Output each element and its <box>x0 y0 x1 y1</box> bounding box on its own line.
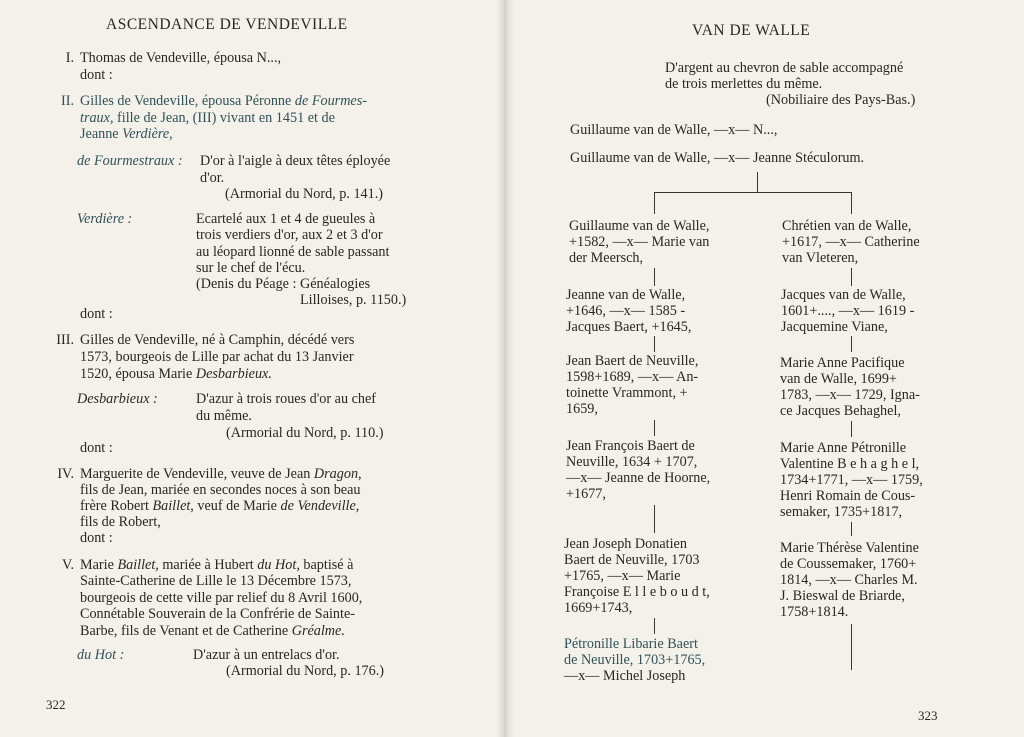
entry-line: Thomas de Vendeville, épousa N..., <box>80 50 282 66</box>
tree-connector <box>757 172 758 192</box>
entry-line: Jeanne Verdière, <box>80 126 173 142</box>
tree-person-line: Jacques Baert, +1645, <box>566 319 692 335</box>
arms-line: du même. <box>196 408 252 424</box>
tree-person-line: ce Jacques Behaghel, <box>780 403 901 419</box>
tree-connector <box>654 192 852 193</box>
arms-line: D'azur à un entrelacs d'or. <box>193 647 340 663</box>
entry-numeral: II. <box>61 93 74 109</box>
arms-line: D'or à l'aigle à deux têtes éployée <box>200 153 391 169</box>
arms-source: Lilloises, p. 1150.) <box>300 292 407 308</box>
entry-numeral: V. <box>62 557 74 573</box>
entry-line: Connétable Souverain de la Confrérie de Sainte- <box>80 606 355 622</box>
tree-connector <box>851 421 852 437</box>
arms-name: du Hot : <box>77 647 125 663</box>
tree-connector <box>654 618 655 634</box>
entry-line: Marie Baillet, mariée à Hubert du Hot, baptisé à <box>80 557 354 573</box>
tree-person-line: Marie Anne Pacifique <box>780 355 905 371</box>
entry-line: traux, fille de Jean, (III) vivant en 1451 et de <box>80 110 335 126</box>
tree-person-line: +1765, —x— Marie <box>564 568 681 584</box>
entry-line: Marguerite de Vendeville, veuve de Jean Dragon, <box>80 466 362 482</box>
tree-connector <box>654 336 655 352</box>
entry-line: Gilles de Vendeville, épousa Péronne de Fourmes- <box>80 93 367 109</box>
entry-line: Sainte-Catherine de Lille le 13 Décembre 1573, <box>80 573 352 589</box>
tree-connector <box>654 192 655 214</box>
tree-person-line: 1598+1689, —x— An- <box>566 369 699 385</box>
page-title: ASCENDANCE DE VENDEVILLE <box>106 16 348 33</box>
tree-connector <box>851 624 852 670</box>
tree-person-line: —x— Michel Joseph <box>564 668 686 684</box>
tree-person-line: Jean Baert de Neuville, <box>566 353 699 369</box>
tree-person-line: Jeanne van de Walle, <box>566 287 686 303</box>
tree-person-line: 1734+1771, —x— 1759, <box>780 472 923 488</box>
entry-line: dont : <box>80 530 113 546</box>
tree-connector <box>654 268 655 286</box>
tree-person-line: Françoise E l l e b o u d t, <box>564 584 710 600</box>
tree-person-line: 1814, —x— Charles M. <box>780 572 918 588</box>
arms-line: au léopard lionné de sable passant <box>196 244 390 260</box>
tree-connector <box>851 336 852 352</box>
blazon-line: D'argent au chevron de sable accompagné <box>665 60 904 76</box>
tree-person-line: Neuville, 1634 + 1707, <box>566 454 698 470</box>
tree-connector <box>851 522 852 536</box>
tree-person-line: +1617, —x— Catherine <box>782 234 920 250</box>
page-title: VAN DE WALLE <box>692 22 811 39</box>
entry-line: 1573, bourgeois de Lille par achat du 13 Janvier <box>80 349 354 365</box>
tree-connector <box>851 268 852 286</box>
tree-person-line: der Meersch, <box>569 250 644 266</box>
tree-person-line: Jacquemine Viane, <box>781 319 888 335</box>
tree-person-line: +1677, <box>566 486 606 502</box>
entry-numeral: IV. <box>57 466 74 482</box>
tree-person-line: 1758+1814. <box>780 604 849 620</box>
tree-person-line: 1783, —x— 1729, Igna- <box>780 387 920 403</box>
tree-person-line: —x— Jeanne de Hoorne, <box>566 470 711 486</box>
arms-name: Verdière : <box>77 211 133 227</box>
arms-line: Ecartelé aux 1 et 4 de gueules à <box>196 211 376 227</box>
entry-line: frère Robert Baillet, veuf de Marie de Vendeville, <box>80 498 360 514</box>
arms-source: (Armorial du Nord, p. 110.) <box>226 425 384 441</box>
tree-person-line: de Coussemaker, 1760+ <box>780 556 917 572</box>
entry-numeral: I. <box>65 50 74 66</box>
entry-line: fils de Robert, <box>80 514 161 530</box>
arms-name: de Fourmestraux : <box>77 153 183 169</box>
blazon-line: de trois merlettes du même. <box>665 76 823 92</box>
tree-person-line: +1646, —x— 1585 - <box>566 303 686 319</box>
tree-connector <box>654 505 655 533</box>
entry-numeral: III. <box>56 332 74 348</box>
tree-person-line: Marie Thérèse Valentine <box>780 540 919 556</box>
tree-person-line: van de Walle, 1699+ <box>780 371 897 387</box>
tree-person-line: 1669+1743, <box>564 600 633 616</box>
tree-person-line: semaker, 1735+1817, <box>780 504 903 520</box>
tree-connector <box>654 420 655 436</box>
tree-person-line: Jean François Baert de <box>566 438 695 454</box>
tree-person-line: Pétronille Libarie Baert <box>564 636 698 652</box>
tree-person-line: Henri Romain de Cous- <box>780 488 916 504</box>
tree-person-line: Chrétien van de Walle, <box>782 218 912 234</box>
arms-line: d'or. <box>200 170 225 186</box>
entry-line: bourgeois de cette ville par relief du 8 Avril 1600, <box>80 590 363 606</box>
tree-person-line: Guillaume van de Walle, <box>569 218 710 234</box>
right-page <box>506 0 1024 737</box>
arms-source: (Armorial du Nord, p. 141.) <box>225 186 384 202</box>
dont-label: dont : <box>80 440 113 456</box>
tree-person-line: Jacques van de Walle, <box>781 287 906 303</box>
entry-line: Gilles de Vendeville, né à Camphin, décédé vers <box>80 332 355 348</box>
generation-2: Guillaume van de Walle, —x— Jeanne Stéculorum. <box>570 150 865 166</box>
arms-line: sur le chef de l'écu. <box>196 260 306 276</box>
arms-line: D'azur à trois roues d'or au chef <box>196 391 377 407</box>
entry-line: 1520, épousa Marie Desbarbieux. <box>80 366 272 382</box>
page-number: 322 <box>46 697 66 712</box>
blazon-source: (Nobiliaire des Pays-Bas.) <box>766 92 916 108</box>
arms-line: trois verdiers d'or, aux 2 et 3 d'or <box>196 227 383 243</box>
dont-label: dont : <box>80 306 113 322</box>
entry-line: fils de Jean, mariée en secondes noces à son beau <box>80 482 361 498</box>
tree-person-line: Jean Joseph Donatien <box>564 536 687 552</box>
entry-line: Barbe, fils de Venant et de Catherine Gréalme. <box>80 623 345 639</box>
tree-person-line: J. Bieswal de Briarde, <box>780 588 905 604</box>
tree-person-line: de Neuville, 1703+1765, <box>564 652 706 668</box>
tree-connector <box>851 192 852 214</box>
arms-name: Desbarbieux : <box>77 391 158 407</box>
tree-person-line: Baert de Neuville, 1703 <box>564 552 700 568</box>
tree-person-line: +1582, —x— Marie van <box>569 234 710 250</box>
tree-person-line: Valentine B e h a g h e l, <box>780 456 920 472</box>
entry-line: dont : <box>80 67 113 83</box>
tree-person-line: toinette Vrammont, + <box>566 385 688 401</box>
arms-source: (Armorial du Nord, p. 176.) <box>226 663 385 679</box>
tree-person-line: 1601+...., —x— 1619 - <box>781 303 915 319</box>
tree-person-line: Marie Anne Pétronille <box>780 440 907 456</box>
tree-person-line: 1659, <box>566 401 598 417</box>
page-number: 323 <box>918 708 938 723</box>
generation-1: Guillaume van de Walle, —x— N..., <box>570 122 778 138</box>
tree-person-line: van Vleteren, <box>782 250 859 266</box>
arms-source: (Denis du Péage : Généalogies <box>196 276 371 292</box>
left-page <box>0 0 506 737</box>
